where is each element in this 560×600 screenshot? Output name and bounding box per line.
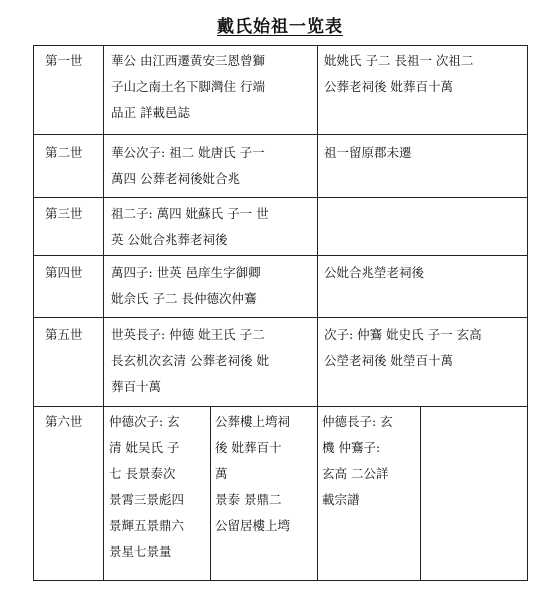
column-divider bbox=[210, 406, 211, 581]
row-divider bbox=[33, 406, 528, 407]
record-text: 祖二子: 萬四 妣蘇氏 子一 世 英 公妣合兆葬老祠後 bbox=[111, 206, 269, 247]
record-text: 世英長子: 仲德 妣王氏 子二 長玄机次玄清 公葬老祠後 妣 葬百十萬 bbox=[111, 327, 269, 394]
row-divider bbox=[33, 197, 528, 198]
generation-label: 第五世 bbox=[45, 327, 83, 342]
table-border-left bbox=[33, 45, 34, 581]
generation-label: 第六世 bbox=[45, 414, 83, 429]
record-text: 華公 由江西遷黄安三恩曾獅 子山之南土名下脚灣住 行端 品正 詳載邑誌 bbox=[111, 53, 265, 120]
row-divider bbox=[33, 134, 528, 135]
column-divider bbox=[317, 406, 318, 581]
record-text: 仲德次子: 玄 清 妣吴氏 子 七 長景泰次 景霄三景彪四 景輝五景鼎六 景星七景量 bbox=[109, 414, 185, 559]
row-divider bbox=[33, 255, 528, 256]
record-text: 次子: 仲鶱 妣史氏 子一 玄高 公塋老祠後 妣塋百十萬 bbox=[324, 327, 482, 368]
generation-label: 第二世 bbox=[45, 145, 83, 160]
table-border-bottom bbox=[33, 580, 528, 581]
table-border-right bbox=[527, 45, 528, 581]
page-title: 戴氏始祖一览表 bbox=[217, 17, 343, 37]
row-divider bbox=[33, 317, 528, 318]
record-text: 仲德長子: 玄 機 仲鶱子: 玄高 二公詳 載宗譜 bbox=[322, 414, 393, 507]
record-text: 妣姚氏 子二 長祖一 次祖二 公葬老祠後 妣葬百十萬 bbox=[324, 53, 474, 94]
column-divider bbox=[317, 45, 318, 406]
column-divider bbox=[420, 406, 421, 581]
record-text: 公葬樓上塆祠 後 妣葬百十 萬 景泰 景鼎二 公留居樓上塆 bbox=[215, 414, 291, 533]
lineage-table bbox=[33, 45, 528, 581]
table-border-top bbox=[33, 45, 528, 46]
generation-label: 第一世 bbox=[45, 53, 83, 68]
generation-label: 第四世 bbox=[45, 265, 83, 280]
record-text: 祖一留原郡未遷 bbox=[324, 145, 412, 160]
record-text: 萬四子: 世英 邑庠生字御卿 妣佘氏 子二 長仲德次仲鶱 bbox=[111, 265, 261, 306]
record-text: 公妣合兆塋老祠後 bbox=[324, 265, 425, 280]
column-divider bbox=[103, 45, 104, 581]
record-text: 華公次子: 祖二 妣唐氏 子一 萬四 公葬老祠後妣合兆 bbox=[111, 145, 265, 186]
generation-label: 第三世 bbox=[45, 206, 83, 221]
